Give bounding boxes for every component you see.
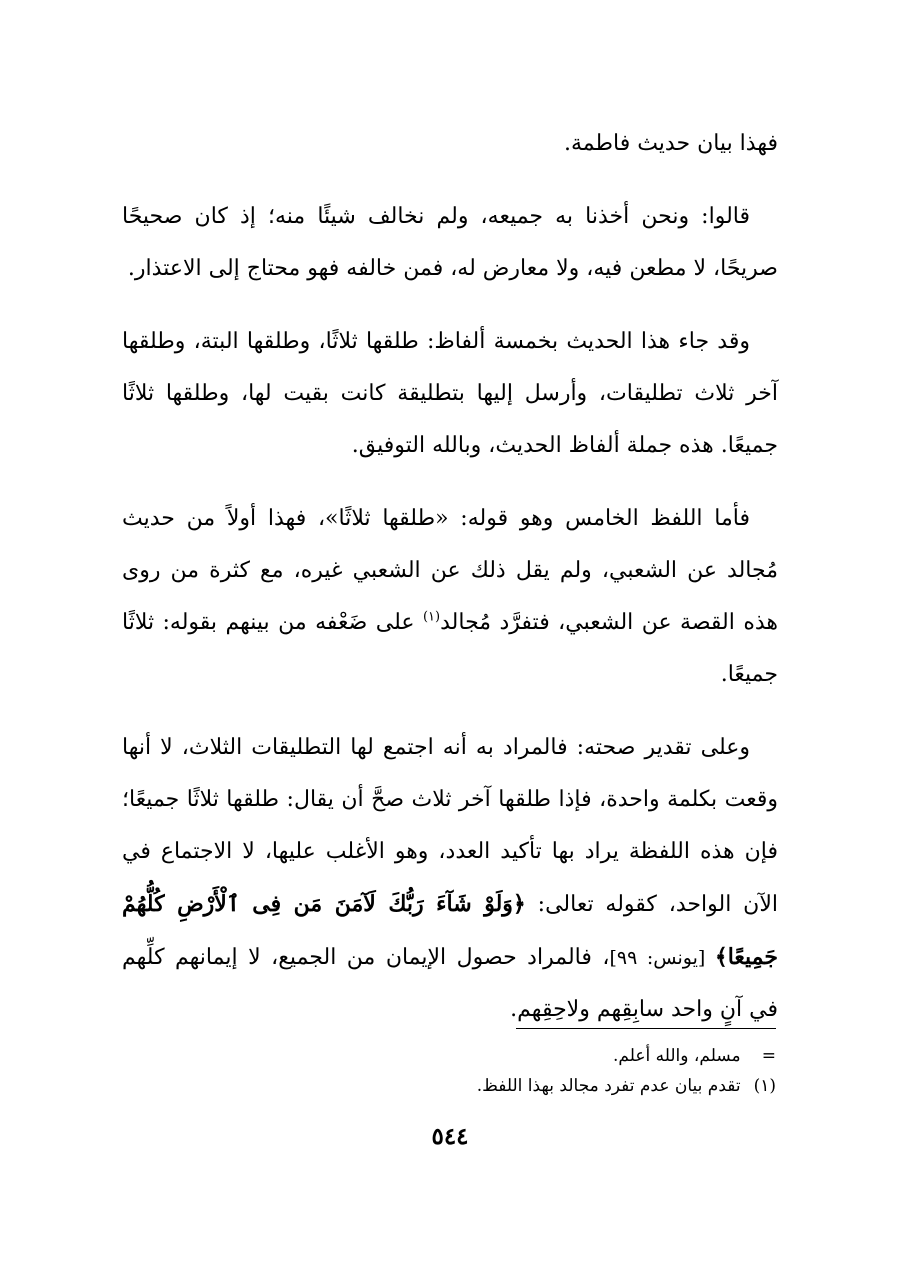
paragraph-5-text-cont: ، فالمراد حصول الإيمان من الجميع، لا إيمانهم كلِّهم في آنٍ واحد سابِقِهم ولاحِقِهم.	[122, 945, 778, 1022]
paragraph-3: وقد جاء هذا الحديث بخمسة ألفاظ: طلقها ثلاثًا، وطلقها البتة، وطلقها آخر ثلاث تطليقات، وأرسل إليها بتطليقة كانت بقيت لها، وطلقها ثلاثًا جميعًا. هذه جملة ألفاظ الحديث، وبالله التوفيق.	[122, 329, 778, 458]
footnote-number: (١)	[753, 1076, 776, 1096]
footnote-1	[122, 1071, 776, 1101]
paragraph-1: فهذا بيان حديث فاطمة.	[563, 131, 778, 156]
footnote-text: تقدم بيان عدم تفرد مجالد بهذا اللفظ.	[476, 1076, 741, 1096]
page-number: ٥٤٤	[431, 1123, 469, 1150]
footnote-continuation-mark: =	[761, 1046, 776, 1066]
paragraph-5	[122, 722, 778, 1036]
footnotes-section	[122, 1028, 776, 1101]
footnote-reference: (١)	[422, 609, 441, 625]
main-text	[122, 118, 778, 1057]
quran-verse: ﴿وَلَوْ شَآءَ رَبُّكَ لَآمَنَ مَن فِى ٱلْأَرْضِ كُلُّهُمْ جَمِيعًا﴾	[122, 891, 778, 970]
paragraph-5-text: وعلى تقدير صحته: فالمراد به أنه اجتمع لها التطليقات الثلاث، لا أنها وقعت بكلمة واحدة، فإذا طلقها آخر ثلاث صحَّ أن يقال: طلقها ثلاثًا جميعًا؛ فإن هذه اللفظة يراد بها تأكيد العدد، وهو الأغلب عليها، لا الاجتماع في الآن الواحد، كقوله تعالى:	[122, 735, 779, 917]
paragraph-4-text: فأما اللفظ الخامس وهو قوله: «طلقها ثلاثًا»، فهذا أولاً من حديث مُجالد عن الشعبي، ولم يقل ذلك عن الشعبي غيره، مع كثرة من روى هذه القصة عن الشعبي، فتفرَّد مُجالد	[122, 506, 778, 635]
footnote-divider	[516, 1028, 776, 1029]
paragraph-4-text-cont: على ضَعْفه من بينهم بقوله: ثلاثًا جميعًا.	[122, 610, 778, 687]
footnote-text: مسلم، والله أعلم.	[613, 1046, 741, 1066]
footnote-continued	[122, 1041, 776, 1071]
verse-reference: [يونس: ٩٩]	[609, 947, 715, 969]
paragraph-2: قالوا: ونحن أخذنا به جميعه، ولم نخالف شيئًا منه؛ إذ كان صحيحًا صريحًا، لا مطعن فيه، ولا معارض له، فمن خالفه فهو محتاج إلى الاعتذار.	[122, 204, 778, 281]
paragraph-4	[122, 493, 778, 701]
